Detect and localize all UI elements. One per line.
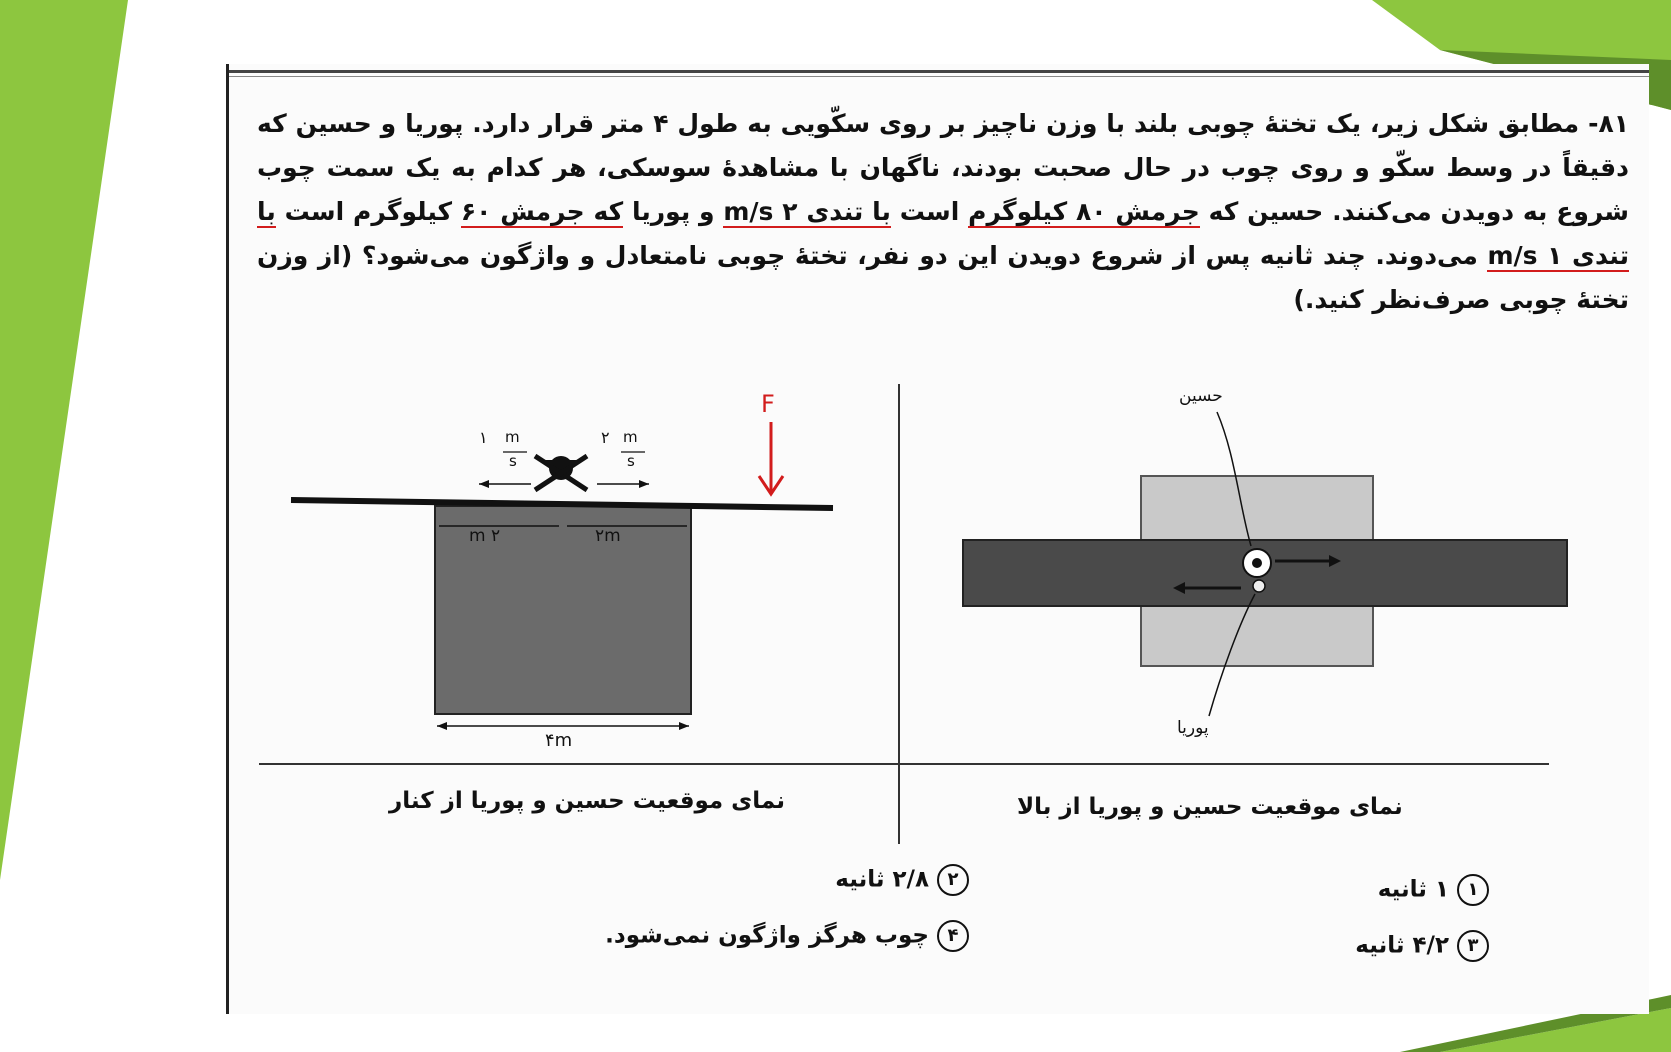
wooden-board (291, 500, 833, 508)
option-3[interactable] (1355, 930, 1489, 962)
left-green-band (0, 0, 128, 880)
pouria-label: پوریا (1177, 718, 1209, 738)
force-label: F (761, 390, 775, 418)
option-3-circle: ۳ (1457, 930, 1489, 962)
half-right-label: ۲m (595, 526, 621, 546)
option-1[interactable] (1378, 874, 1489, 906)
speed-left-unit-top: m (505, 428, 520, 446)
speed-right-num: ۲ (601, 428, 610, 447)
option-1-text: ۱ ثانیه (1377, 876, 1449, 903)
figure-frame (229, 344, 1649, 904)
top-view-caption: نمای موقعیت حسین و پوریا از بالا (1017, 794, 1403, 820)
top-view-diagram (963, 412, 1567, 716)
underlined-speed-hossein: با تندی ۲ m/s (723, 197, 891, 226)
underlined-mass-hossein: جرمش ۸۰ کیلوگرم (968, 197, 1200, 226)
figures-area (229, 344, 1649, 904)
question-part3: و پوریا (623, 197, 724, 226)
header-rule-thin (229, 76, 1649, 77)
option-3-text: ۴/۲ ثانیه (1355, 932, 1449, 959)
platform-length-label: ۴m (545, 730, 573, 751)
speed-left-num: ۱ (479, 428, 488, 447)
option-4-text: چوب هرگز واژگون نمی‌شود. (605, 922, 929, 949)
speed-right-unit-top: m (623, 428, 638, 446)
question-part1: مطابق شکل زیر، یک تختهٔ چوبی بلند با وزن ناچیز بر روی سکّویی به طول ۴ متر قرار دارد. پوریا و حسین که دقیقاً در وسط سکّو و روی چوب در حال صحبت بودند، ناگهان با مشاهدهٔ سوسکی، هر کدام به یک سمت چوب شروع به دویدن می‌کنند. حسین که (257, 109, 1630, 226)
question-number: ۸۱- (1588, 109, 1629, 138)
hossein-label: حسین (1179, 386, 1223, 406)
option-4[interactable] (605, 920, 969, 952)
side-view-caption: نمای موقعیت حسین و پوریا از کنار (389, 788, 785, 814)
question-part2: است (890, 197, 969, 226)
underlined-mass-pouria: که جرمش ۶۰ (460, 197, 624, 226)
speed-left-unit-bottom: s (509, 452, 517, 470)
half-left-label: ۲ m (469, 526, 501, 546)
speed-right-unit-bottom: s (627, 452, 635, 470)
side-view-diagram (291, 422, 833, 730)
question-part4: کیلوگرم است (275, 197, 461, 226)
option-4-circle: ۴ (937, 920, 969, 952)
header-rule (229, 70, 1649, 73)
underlined-speed-pouria: با تندی ۱ m/s (257, 197, 1629, 270)
option-2-text: ۲/۸ ثانیه (835, 866, 929, 893)
pouria-marker (1253, 580, 1265, 592)
question-text (257, 102, 1629, 322)
scanned-page (226, 64, 1649, 1014)
question-part5: می‌دوند. چند ثانیه پس از شروع دویدن این دو نفر، تختهٔ چوبی نامتعادل و واژگون می‌شود؟ (از وزن تختهٔ چوبی صرف‌نظر کنید.) (257, 241, 1629, 314)
option-2[interactable] (835, 864, 969, 896)
option-2-circle: ۲ (937, 864, 969, 896)
runners-icon (535, 456, 587, 490)
option-1-circle: ۱ (1457, 874, 1489, 906)
